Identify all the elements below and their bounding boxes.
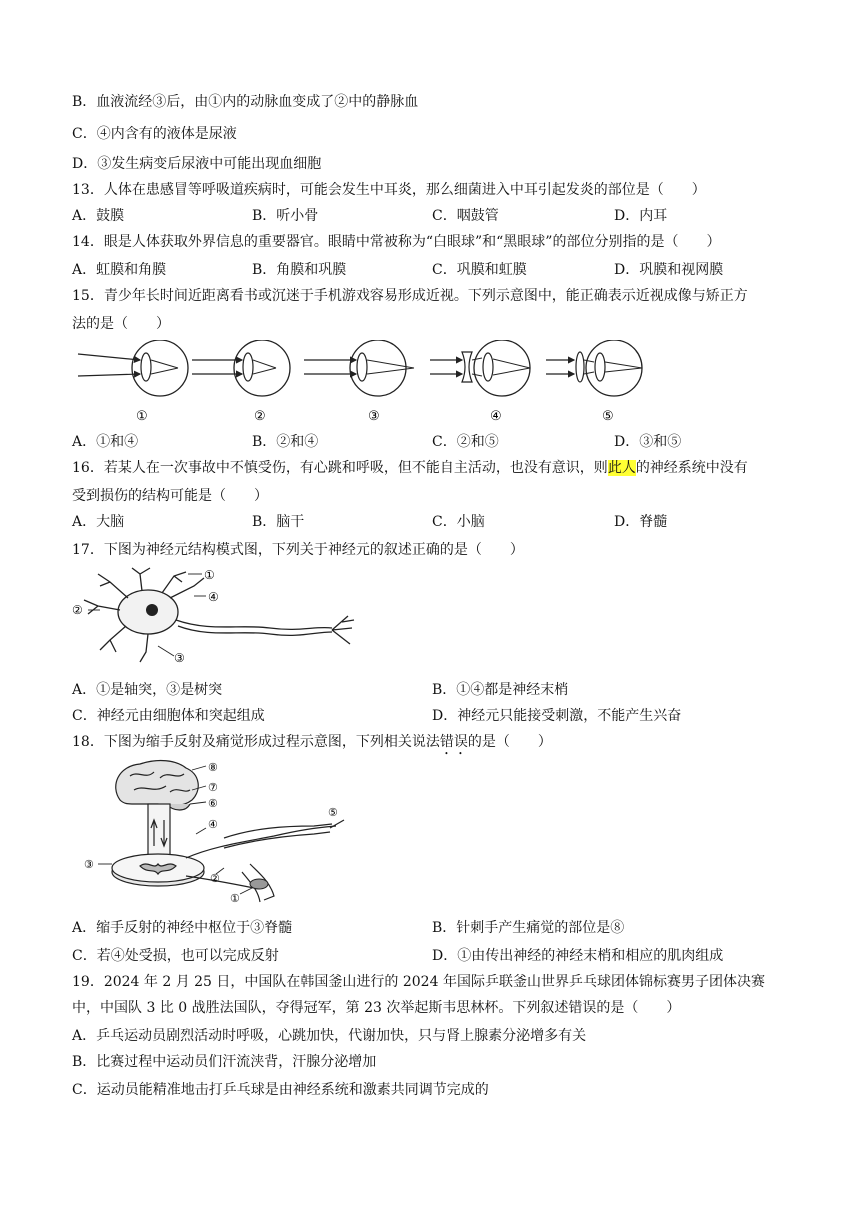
q19-option-c: C．运动员能精准地击打乒乓球是由神经系统和激素共同调节完成的 <box>72 1082 489 1098</box>
eye-label-2: ② <box>254 409 266 424</box>
q13-option-a: A．鼓膜 <box>72 208 125 224</box>
q18-stem-part2: 的是（ ） <box>467 734 552 750</box>
reflex-arc-figure <box>74 756 346 912</box>
q18-emphasis: 错误 <box>439 734 468 750</box>
q17-option-c: C．神经元由细胞体和突起组成 <box>72 708 265 724</box>
eye-label-5: ⑤ <box>602 409 614 424</box>
q16-option-b: B．脑干 <box>252 514 305 530</box>
q19-stem-line1: 19．2024 年 2 月 25 日，中国队在韩国釜山进行的 2024 年国际乒联釜山世界乒乓球团体锦标赛男子团体决赛 <box>72 974 765 990</box>
q17-option-a: A．①是轴突，③是树突 <box>72 682 223 698</box>
muscle-icon <box>250 879 268 889</box>
q16-stem-line2: 受到损伤的结构可能是（ ） <box>72 488 268 504</box>
eye-diagram-4 <box>430 340 530 424</box>
reflex-label-7: ⑦ <box>208 781 218 794</box>
neuron-figure <box>70 566 362 674</box>
neuron-label-1: ① <box>204 568 215 582</box>
q14-stem: 14．眼是人体获取外界信息的重要器官。眼睛中常被称为“白眼球”和“黑眼球”的部位分别指的是（ ） <box>72 234 721 250</box>
reflex-label-4: ④ <box>208 818 218 831</box>
q13-option-b: B．听小骨 <box>252 208 319 224</box>
q13-option-c: C．咽鼓管 <box>432 208 499 224</box>
q14-option-b: B．角膜和巩膜 <box>252 262 347 278</box>
q15-option-a: A．①和④ <box>72 434 139 450</box>
q18-option-a: A．缩手反射的神经中枢位于③脊髓 <box>72 920 293 936</box>
eye-label-1: ① <box>136 409 148 424</box>
reflex-label-6: ⑥ <box>208 797 218 810</box>
q12-option-b: B．血液流经③后，由①内的动脉血变成了②中的静脉血 <box>72 94 419 110</box>
reflex-label-1: ① <box>230 892 240 905</box>
q15-option-c: C．②和⑤ <box>432 434 499 450</box>
eye-diagrams-figure <box>74 340 664 425</box>
reflex-label-3: ③ <box>84 858 94 871</box>
q19-option-b: B．比赛过程中运动员们汗流浃背，汗腺分泌增加 <box>72 1054 377 1070</box>
q18-option-b: B．针刺手产生痛觉的部位是⑧ <box>432 920 625 936</box>
neuron-label-2: ② <box>72 603 83 617</box>
q12-option-d: D．③发生病变后尿液中可能出现血细胞 <box>72 156 322 172</box>
nucleus-icon <box>146 604 158 616</box>
q18-option-d: D．①由传出神经的神经末梢和相应的肌肉组成 <box>432 948 724 964</box>
q18-stem-part1: 18．下图为缩手反射及痛觉形成过程示意图，下列相关说法 <box>72 734 440 750</box>
q18-option-c: C．若④处受损，也可以完成反射 <box>72 948 279 964</box>
q16-stem-part2: 的神经系统中没有 <box>635 460 748 476</box>
reflex-label-2: ② <box>210 872 220 885</box>
q13-option-d: D．内耳 <box>614 208 668 224</box>
q19-option-a: A．乒乓运动员剧烈活动时呼吸，心跳加快，代谢加快，只与肾上腺素分泌增多有关 <box>72 1028 587 1044</box>
q18-stem <box>72 732 552 758</box>
neuron-label-4: ④ <box>208 590 219 604</box>
q16-stem-line1 <box>72 458 748 478</box>
q16-option-a: A．大脑 <box>72 514 125 530</box>
q19-stem-line2: 中，中国队 3 比 0 战胜法国队，夺得冠军，第 23 次举起斯韦思林杯。下列叙述错误的是（ ） <box>72 1000 681 1016</box>
eye-label-4: ④ <box>490 409 502 424</box>
q15-stem-line2: 法的是（ ） <box>72 316 170 332</box>
q13-stem: 13．人体在患感冒等呼吸道疾病时，可能会发生中耳炎，那么细菌进入中耳引起发炎的部位是（ ） <box>72 182 706 198</box>
q16-stem-part1: 16．若某人在一次事故中不慎受伤，有心跳和呼吸，但不能自主活动，也没有意识，则 <box>72 460 608 476</box>
convex-lens-icon <box>576 352 584 382</box>
q15-stem-line1: 15．青少年长时间近距离看书或沉迷于手机游戏容易形成近视。下列示意图中，能正确表示近视成像与矫正方 <box>72 288 748 304</box>
q15-option-b: B．②和④ <box>252 434 319 450</box>
q15-option-d: D．③和⑤ <box>614 434 682 450</box>
q12-option-c: C．④内含有的液体是尿液 <box>72 126 237 142</box>
neuron-label-3: ③ <box>174 651 185 665</box>
concave-lens-icon <box>462 352 472 382</box>
q17-stem: 17．下图为神经元结构模式图，下列关于神经元的叙述正确的是（ ） <box>72 542 524 558</box>
reflex-label-8: ⑧ <box>208 761 218 774</box>
q16-option-d: D．脊髓 <box>614 514 668 530</box>
highlighted-text: 此人 <box>607 460 636 476</box>
q14-option-a: A．虹膜和角膜 <box>72 262 167 278</box>
eye-diagram-5 <box>546 340 642 424</box>
q16-option-c: C．小脑 <box>432 514 485 530</box>
eye-diagram-3 <box>304 340 414 424</box>
q17-option-b: B．①④都是神经末梢 <box>432 682 569 698</box>
reflex-label-5: ⑤ <box>328 806 338 819</box>
q17-option-d: D．神经元只能接受刺激，不能产生兴奋 <box>432 708 682 724</box>
eye-diagram-2 <box>192 340 290 424</box>
eye-diagram-1 <box>78 340 188 424</box>
eye-label-3: ③ <box>368 409 380 424</box>
q14-option-c: C．巩膜和虹膜 <box>432 262 527 278</box>
q14-option-d: D．巩膜和视网膜 <box>614 262 724 278</box>
